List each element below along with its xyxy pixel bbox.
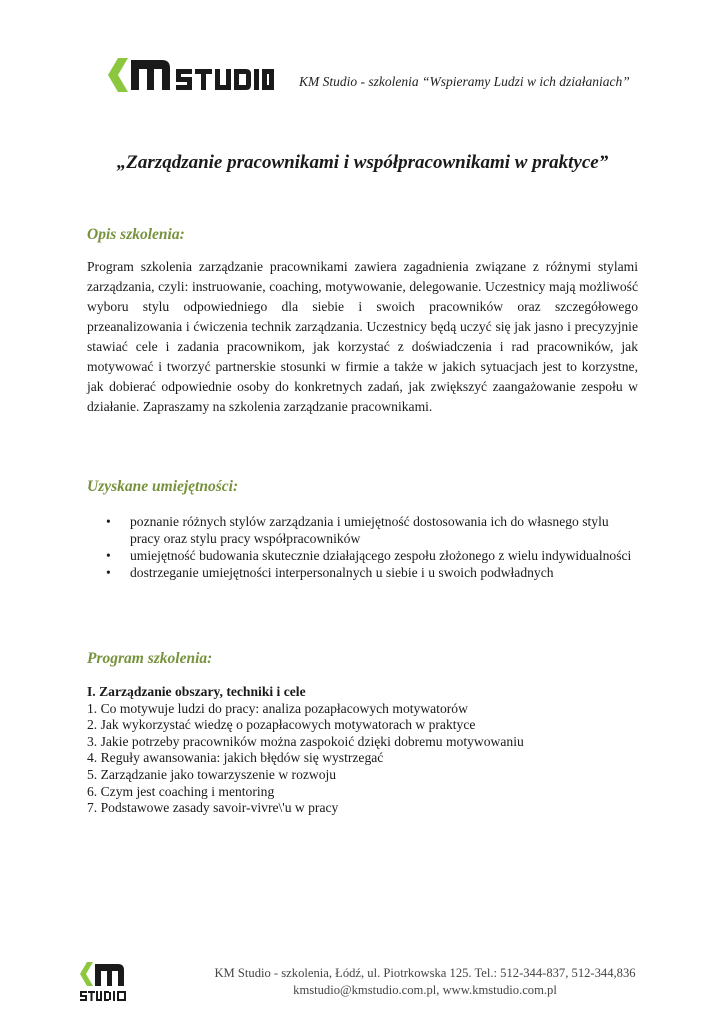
- list-item: 2. Jak wykorzystać wiedzę o pozapłacowych motywatorach w praktyce: [87, 717, 476, 733]
- program-list: [87, 684, 647, 817]
- list-item: 1. Co motywuje ludzi do pracy: analiza pozapłacowych motywatorów: [87, 700, 468, 716]
- footer-contact: [180, 965, 670, 999]
- list-item: 5. Zarządzanie jako towarzyszenie w rozwoju: [87, 766, 337, 782]
- header-tagline: KM Studio - szkolenia “Wspieramy Ludzi w ich działaniach”: [299, 74, 630, 89]
- list-item: [106, 564, 636, 581]
- list-item: [106, 513, 636, 547]
- skills-heading: Uzyskane umiejętności:: [87, 478, 239, 495]
- skills-list: [106, 513, 636, 581]
- list-item: 6. Czym jest coaching i mentoring: [87, 783, 275, 799]
- list-item: [106, 547, 636, 564]
- footer-address: KM Studio - szkolenia, Łódź, ul. Piotrkowska 125. Tel.: 512-344-837, 512-344,836: [214, 966, 636, 980]
- list-item: 4. Reguły awansowania: jakich błędów się wystrzegać: [87, 750, 384, 766]
- description-heading: Opis szkolenia:: [87, 226, 185, 243]
- km-studio-logo: [104, 55, 274, 95]
- page-header: [104, 55, 664, 97]
- list-item-text: dostrzeganie umiejętności interpersonalnych u siebie i u swoich podwładnych: [130, 565, 554, 580]
- description-text: Program szkolenia zarządzanie pracownikami zawiera zagadnienia związane z różnymi stylami zarządzania, czyli: instruowanie, coaching, motywowanie, delegowanie. Uczestnicy mają możliwość wyboru stylu odpowiedniego dla siebie i swoich pracowników oraz szczegółowego przeanalizowania i ćwiczenia technik zarządzania. Uczestnicy będą uczyć się jak jasno i precyzyjnie stawiać cele i zadania pracownikom, jak korzystać z doświadczenia i rad pracowników, jak motywować i tworzyć partnerskie stosunki w firmie a także w jakich sytuacjach jest to korzystne, jak dobierać odpowiednie osoby do konkretnych zadań, jak zwiększyć zaangażowanie zespołu w działanie. Zapraszamy na szkolenia zarządzanie pracownikami.: [87, 259, 638, 414]
- list-item-text: poznanie różnych stylów zarządzania i umiejętność dostosowania ich do własnego stylu pracy oraz stylu pracy współpracowników: [130, 514, 609, 546]
- document-title: „Zarządzanie pracownikami i współpracownikami w praktyce”: [116, 152, 609, 173]
- footer-km-logo: [78, 960, 128, 1002]
- list-item: 3. Jakie potrzeby pracowników można zaspokoić dzięki dobremu motywowaniu: [87, 733, 524, 749]
- bullet-icon: •: [106, 514, 111, 529]
- list-item: 7. Podstawowe zasady savoir-vivre\'u w pracy: [87, 800, 339, 816]
- bullet-icon: •: [106, 565, 111, 580]
- footer-links: kmstudio@kmstudio.com.pl, www.kmstudio.com.pl: [293, 983, 557, 997]
- bullet-icon: •: [106, 548, 111, 563]
- program-subheading: I. Zarządzanie obszary, techniki i cele: [87, 684, 306, 699]
- list-item-text: umiejętność budowania skutecznie działającego zespołu złożonego z wielu indywidualności: [130, 548, 632, 563]
- program-heading: Program szkolenia:: [87, 650, 213, 667]
